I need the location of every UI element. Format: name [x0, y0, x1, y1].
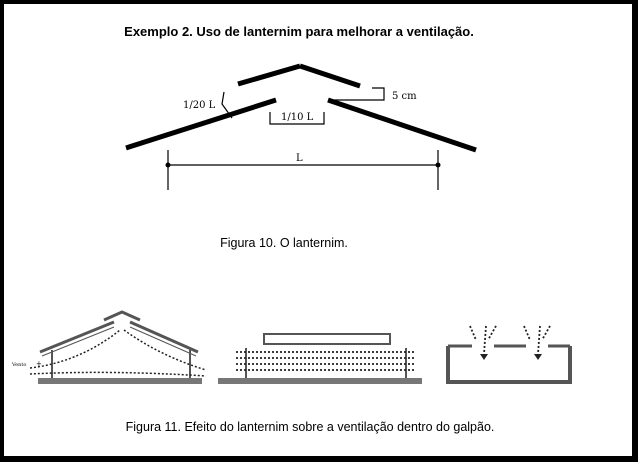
figure10-caption: Figura 10. O lanternim.	[220, 236, 348, 250]
floor	[218, 378, 422, 384]
roof-slab	[264, 334, 390, 344]
figure11-caption: Figura 11. Efeito do lanternim sobre a ventilação dentro do galpão.	[125, 420, 495, 434]
roof-right	[130, 322, 198, 352]
downflow-arrows	[470, 326, 550, 354]
top-opening-label: 1/10 L	[281, 112, 314, 123]
airflow-low	[30, 372, 206, 376]
wind-plus-sign: +	[36, 360, 42, 368]
span-label: L	[296, 153, 303, 164]
wind-label: Vento	[12, 362, 27, 368]
lantern-cap-left	[238, 66, 300, 84]
ventilation-panel-flat	[218, 334, 422, 384]
roof-right-slope	[328, 100, 476, 150]
roof-right-inner	[130, 327, 196, 356]
lantern-cap-right	[300, 66, 360, 86]
building-outline	[448, 346, 570, 382]
example-title: Exemplo 2. Uso de lanternim para melhorar a ventilação.	[124, 24, 474, 39]
span-dot-left	[166, 163, 171, 168]
ventilation-panel-box	[448, 326, 570, 382]
floor	[38, 378, 202, 384]
height-label: 5 cm	[392, 91, 417, 102]
lantern-cap	[104, 312, 140, 320]
arrow-heads	[480, 354, 542, 360]
height-bracket	[330, 88, 384, 100]
ventilation-panel-gable	[11, 312, 206, 384]
side-opening-label: 1/20 L	[183, 100, 216, 111]
roof-left	[40, 322, 114, 352]
span-dot-right	[436, 163, 441, 168]
